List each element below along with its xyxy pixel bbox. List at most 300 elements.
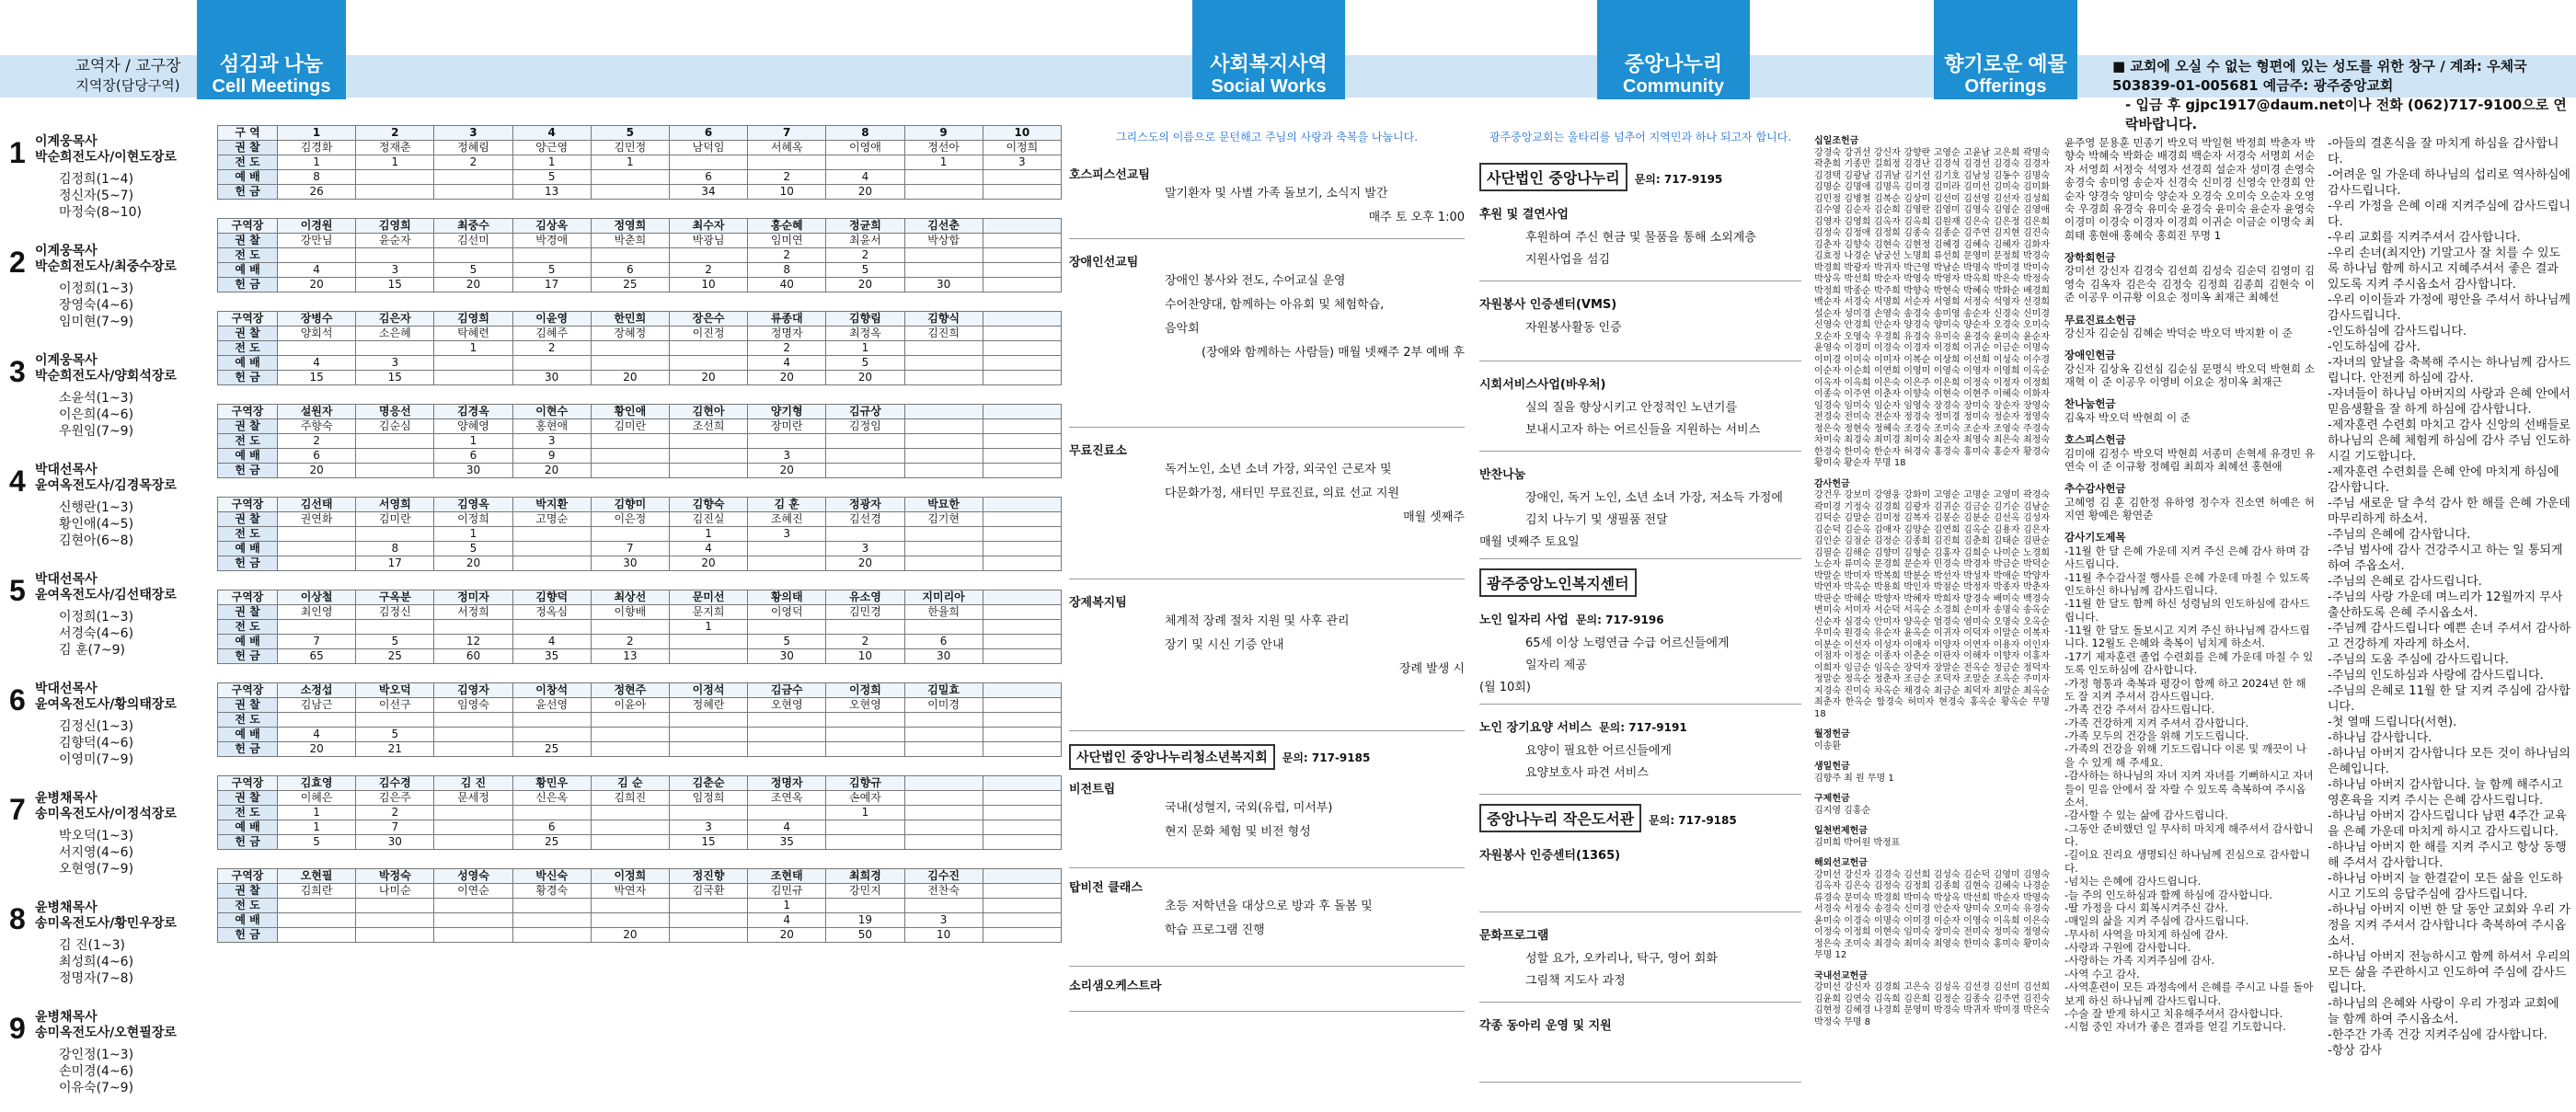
table-cell (591, 899, 669, 913)
table-cell (512, 713, 591, 728)
table-cell (591, 248, 669, 263)
offering-title: 장애인헌금 (2064, 349, 2116, 362)
separator-cell (218, 478, 1062, 498)
table-cell (591, 806, 669, 820)
table-cell: 30 (434, 464, 512, 478)
row-label: 예 배 (218, 170, 278, 185)
group-range: 박오덕(1~3) (59, 829, 134, 843)
table-cell (983, 620, 1061, 635)
table-cell: 5 (356, 635, 434, 649)
table-cell (434, 835, 512, 850)
table-cell (826, 713, 904, 728)
table-cell: 19 (826, 913, 904, 928)
table-cell: 정명자 (748, 327, 826, 341)
center-title: 사단법인 중앙나누리 (1479, 163, 1627, 191)
table-row (218, 884, 1062, 899)
group-range: 이정희(1~3) (59, 610, 134, 625)
minister-number: 1 (9, 136, 26, 169)
row-label: 구역장 (218, 405, 278, 419)
offering-names: 김미애 김정수 박오덕 박현희 서종미 손혁세 유경민 유연숙 이 준 이규황 정혜림 최희자 최혜선 홍현애 (2064, 446, 2315, 473)
minister-elder: /황의태장로 (109, 697, 177, 712)
table-cell: 김은자 (356, 312, 434, 327)
table-cell: 7 (591, 542, 669, 556)
table-cell: 서정희 (434, 605, 512, 620)
row-label: 권 찰 (218, 419, 278, 434)
group-range: 이영미(7~9) (59, 752, 134, 767)
minister-evangelist-line (35, 369, 177, 384)
table-row (218, 464, 1062, 478)
youth-program (1069, 770, 1465, 868)
header-left-label (59, 57, 197, 96)
table-cell: 김혜주 (512, 327, 591, 341)
table-cell: 주향숙 (278, 419, 356, 434)
social-works-column (1069, 125, 1465, 1012)
minister-elder: /김경목장로 (109, 478, 177, 493)
table-row (218, 806, 1062, 820)
minister-elder: /황민우장로 (109, 916, 177, 931)
table-cell: 김향림 (826, 312, 904, 327)
youth-program (1069, 868, 1465, 967)
table-cell: 30 (356, 835, 434, 850)
separator-cell (218, 200, 1062, 219)
table-cell (434, 728, 512, 742)
table-cell (356, 464, 434, 478)
offering-names: 김미희 박어원 박정표 (1814, 837, 1901, 848)
table-cell: 이정희 (591, 869, 669, 884)
table-cell: 17 (356, 556, 434, 571)
table-cell: 1 (669, 527, 747, 542)
group-range: 강인정(1~3) (59, 1048, 134, 1062)
table-cell: 정영희 (591, 219, 669, 234)
table-cell: 6 (669, 126, 747, 141)
table-cell: 13 (512, 185, 591, 200)
program-title: 반찬나눔 (1479, 468, 1526, 482)
table-cell: 3 (904, 913, 983, 928)
table-cell (904, 356, 983, 371)
table-cell: 7 (356, 820, 434, 835)
table-cell: 김 훈 (748, 498, 826, 512)
minister-evangelist-line (35, 478, 177, 494)
table-cell: 50 (826, 928, 904, 943)
table-row (218, 248, 1062, 263)
program-line: 초등 저학년을 대상으로 방과 후 돌봄 및 (1165, 900, 1373, 913)
table-cell: 1 (904, 155, 983, 170)
table-cell: 이진정 (669, 327, 747, 341)
table-cell: 30 (512, 371, 591, 385)
table-row (218, 635, 1062, 649)
table-cell (983, 835, 1061, 850)
minister-pastor: 윤병채목사 (35, 1010, 98, 1025)
minister-names (35, 682, 177, 713)
row-label: 예 배 (218, 635, 278, 649)
table-cell (512, 556, 591, 571)
program-schedule: (월 10회) (1479, 681, 1531, 694)
table-cell: 4 (669, 542, 747, 556)
center-program (1479, 845, 1801, 912)
offering-names: 윤주영 문용훈 민종기 박오덕 박일현 박정희 박춘자 박향숙 박혜숙 박화순 배경희 백순자 서경숙 서명희 서순자 서영희 서정숙 석영자 선경희 설순자 성미경 손영숙 송경숙 송미영 송순자 신경숙 신미경 신영숙 안경희 안순자 양경숙 양미숙 양순자 오경숙 오미숙 오순자 오영숙 우경희 유경숙 유미숙 윤경숙 윤미숙 윤순자 윤영숙 이경미 이경숙 이경자 이경희 이귀순 이금순 이명숙 최희태 홍현애 홍혜숙 홍희진 무명 1 (2064, 136, 2315, 242)
table-cell: 이영덕 (748, 605, 826, 620)
table-cell (356, 341, 434, 356)
offerings-column-2 (2064, 136, 2315, 1043)
minister-number: 6 (9, 683, 26, 716)
table-cell: 1 (434, 434, 512, 449)
table-cell (983, 605, 1061, 620)
row-label: 헌 금 (218, 278, 278, 292)
table-cell (983, 419, 1061, 434)
section-line: 장기 및 시신 기증 안내 (1165, 638, 1284, 652)
table-cell: 박춘희 (591, 234, 669, 248)
table-row (218, 556, 1062, 571)
table-cell: 이윤아 (591, 698, 669, 713)
minister-evangelist: 윤여옥전도사 (35, 588, 110, 602)
table-cell (983, 498, 1061, 512)
table-cell: 김은주 (356, 791, 434, 806)
group-range: 이정희(1~3) (59, 281, 134, 296)
table-row (218, 899, 1062, 913)
program-heading (1479, 374, 1801, 392)
table-cell: 박광님 (669, 234, 747, 248)
table-cell (434, 806, 512, 820)
group-range: 김정희(1~4) (59, 172, 134, 187)
table-cell: 김영희 (356, 219, 434, 234)
minister-groups (59, 171, 142, 221)
table-cell (983, 913, 1061, 928)
table-cell: 소은혜 (356, 327, 434, 341)
table-cell (904, 434, 983, 449)
table-cell (983, 728, 1061, 742)
table-cell: 1 (434, 527, 512, 542)
table-row (218, 219, 1062, 234)
table-cell: 이미경 (904, 698, 983, 713)
row-label: 전 도 (218, 527, 278, 542)
table-cell: 김선미 (434, 234, 512, 248)
program-heading (1479, 845, 1801, 863)
table-cell (591, 620, 669, 635)
table-cell (434, 248, 512, 263)
table-cell (591, 728, 669, 742)
table-cell (356, 248, 434, 263)
row-label: 권 찰 (218, 791, 278, 806)
table-cell: 김희란 (278, 884, 356, 899)
group-range: 김 훈(7~9) (59, 643, 125, 658)
table-cell (983, 464, 1061, 478)
social-section (1069, 165, 1465, 239)
table-row (218, 234, 1062, 248)
social-section (1069, 744, 1465, 1012)
table-cell: 60 (434, 649, 512, 664)
table-cell: 2 (591, 635, 669, 649)
offering-names: 고혜영 김 훈 김한정 유하영 정수자 진소연 허예은 허지연 황예은 황연준 (2064, 495, 2315, 522)
table-cell: 15 (356, 371, 434, 385)
table-cell: 정혜란 (669, 698, 747, 713)
table-row (218, 419, 1062, 434)
section-title: 무료진료소 (1069, 444, 1127, 458)
table-cell (278, 928, 356, 943)
table-row (218, 371, 1062, 385)
table-cell: 이정희 (983, 141, 1061, 155)
table-cell: 조연옥 (748, 791, 826, 806)
table-cell (748, 542, 826, 556)
table-cell: 4 (278, 728, 356, 742)
table-cell: 김진희 (904, 327, 983, 341)
table-row (218, 405, 1062, 419)
minister-elder: /김선태장로 (109, 588, 177, 602)
table-cell: 1 (278, 806, 356, 820)
group-range: 정신자(5~7) (59, 189, 134, 203)
table-cell (278, 620, 356, 635)
table-cell (983, 356, 1061, 371)
table-row (218, 605, 1062, 620)
offering-names: 강미선 강신자 김경희 고은숙 김성옥 김선경 김선미 김선희 김윤희 김연숙 김옥희 김은희 김정순 김종숙 김주연 김진숙 김현정 김혜경 나경희 문영미 박경숙 박귀자 박미경 박은숙 박정숙 무명 8 (1814, 982, 2050, 1027)
tab-label-en: Social Works (1211, 76, 1327, 97)
table-cell (434, 371, 512, 385)
center-program (1479, 294, 1801, 361)
tab-label-ko: 중앙나누리 (1624, 52, 1723, 75)
program-line: 현지 문화 체험 및 비전 형성 (1165, 825, 1311, 839)
row-label: 예 배 (218, 913, 278, 928)
table-cell: 65 (278, 649, 356, 664)
table-cell: 김민정 (591, 141, 669, 155)
table-cell (826, 835, 904, 850)
offering-names: -11월 한 달 은혜 가운데 지켜 주신 은혜 감사 하며 감사드립니다. -11월 추수감사절 행사를 은혜 가운데 마칠 수 있도록 인도하신 하나님께 감사드립니다. -11월 한 달도 함께 하신 성령님의 인도하심에 감사드립니다. -11월 한 달도 돌보시고 지켜 주신 하나님께 감사드립니다. 12월도 은혜와 축복이 넘치게 하소서. -17기 제자훈련 졸업 수련회를 은혜 가운데 마칠 수 있도록 인도하심에 감사합니다. -가정 형통과 축복과 평강이 함께 하고 2024년 한 해도 잘 지켜 주셔서 감사드립니다. -가족 건강 주셔서 감사드립니다. -가족 건강하게 지켜 주셔서 감사합니다. -가족 모두의 건강을 위해 기도드립니다. -가족의 건강을 위해 기도드립니다 이론 및 깨끗이 나을 수 있게 해 주세요. -감사하는 하나님의 자녀 지켜 자녀를 기뻐하시고 자녀들이 믿음 안에서 잘 자랄 수 있도록 축복하여 주시옵소서. -감사할 수 있는 삶에 감사드립니다. -그동안 준비했던 일 무사히 마치게 해주셔서 감사합니다. -길이요 진리요 생명되신 하나님께 진심으로 감사합니다. -넘치는 은혜에 감사드립니다. -늘 주의 인도하심과 함께 하심에 감사합니다. -딸 가정을 다시 회복시켜주신 감사. -매일의 삶을 지켜 주심에 감사드립니다. -무사히 사역을 마치게 하심에 감사. -사랑과 구원에 감사합니다. -사랑하는 가족 지켜주심에 감사. -사역 수고 감사. -사역훈련이 모든 과정속에서 은혜를 주시고 나를 돌아보게 하신 하나님께 감사드립니다. -수술 잘 받게 하시고 치유해주셔서 감사합니다. -시험 중인 자녀가 좋은 결과를 얻길 기도합니다. (2064, 544, 2314, 1034)
table-row (218, 356, 1062, 371)
table-cell (669, 155, 747, 170)
table-cell (904, 806, 983, 820)
table-cell (983, 869, 1061, 884)
group-separator (218, 385, 1062, 405)
table-cell: 10 (983, 126, 1061, 141)
table-cell: 8 (356, 542, 434, 556)
table-cell: 류종대 (748, 312, 826, 327)
table-cell: 최희경 (826, 869, 904, 884)
table-cell: 강민지 (826, 884, 904, 899)
minister-block (4, 455, 213, 565)
table-cell: 지미리아 (904, 590, 983, 605)
table-cell: 20 (434, 556, 512, 571)
table-cell: 최인영 (278, 605, 356, 620)
table-cell: 10 (669, 278, 747, 292)
program-line: 학습 프로그램 진행 (1165, 923, 1265, 937)
minister-evangelist-line (35, 1026, 177, 1041)
table-cell (748, 713, 826, 728)
table-cell: 2 (669, 263, 747, 278)
table-cell (983, 434, 1061, 449)
minister-elder: /이정석장로 (109, 807, 177, 821)
table-cell (983, 512, 1061, 527)
table-cell (278, 341, 356, 356)
table-cell (826, 899, 904, 913)
table-cell: 1 (512, 155, 591, 170)
table-cell (904, 542, 983, 556)
table-cell (983, 820, 1061, 835)
minister-evangelist-line (35, 697, 177, 713)
center-title: 광주중앙노인복지센터 (1479, 568, 1637, 597)
table-cell: 김금수 (748, 683, 826, 698)
table-cell (669, 635, 747, 649)
table-cell (983, 542, 1061, 556)
table-row (218, 141, 1062, 155)
social-intro: 그리스도의 이름으로 문턴해고 주님의 사랑과 축복을 나눕니다. (1115, 131, 1419, 143)
table-cell (434, 820, 512, 835)
table-cell: 장은수 (669, 312, 747, 327)
center-title: 중앙나누리 작은도서관 (1479, 804, 1641, 832)
table-cell: 2 (434, 155, 512, 170)
table-cell: 30 (591, 556, 669, 571)
table-cell: 이영애 (826, 141, 904, 155)
minister-pastor: 이계웅목사 (35, 134, 98, 149)
table-cell: 문세정 (434, 791, 512, 806)
offering-names: 강경숙 강귀선 강신자 강향란 고영순 고윤남 고은희 곽명숙 곽춘희 기종만 길희정 김경난 김경석 김경선 김경숙 김경자 김경택 김광남 김귀남 김기선 김기호 김남성 김동수 김명숙 김명순 김명애 김명옥 김미경 김미라 김미선 김미숙 김미화 김민정 김병철 김복순 김상미 김선미 김선영 김선자 김성희 김수영 김순자 김순희 김영란 김영미 김영숙 김영순 김영애 김영자 김영희 김옥자 김옥희 김원재 김은숙 김은정 김은희 김정숙 김정애 김정희 김종숙 김종순 김주연 김지현 김진숙 김춘자 김향숙 김현숙 김현정 김혜경 김혜숙 김혜자 김화자 김효정 나경순 남궁선 노명희 류선희 문영미 문정희 박경숙 박경희 박광자 박귀자 박근영 박남순 박명숙 박미경 박미숙 박상옥 박선희 박순자 박영숙 박영자 박옥희 박은숙 박정숙 박정희 박종순 박주희 박향숙 박현숙 박혜숙 박화순 배경희 백순자 서경숙 서명희 서순자 서영희 서정숙 석영자 선경희 설순자 성미경 손영숙 송경숙 송미영 송순자 신경숙 신미경 신영숙 안경희 안순자 양경숙 양미숙 양순자 오경숙 오미숙 오순자 오영숙 우경희 유경숙 유미숙 윤경숙 윤미숙 윤순자 윤영숙 이경미 이경숙 이경자 이경희 이귀순 이금순 이명숙 이미경 이미숙 이미자 이복순 이상희 이선희 이성숙 이수경 이순자 이순희 이연희 이영미 이영숙 이영자 이영희 이옥순 이옥자 이옥희 이은숙 이은주 이은희 이정숙 이정자 이정희 이종숙 이주연 이춘자 이향숙 이현숙 이현주 이혜숙 이화자 임경숙 임미숙 임순자 임영숙 장경숙 장미숙 장순자 장영숙 전경숙 전미숙 전순자 정경숙 정미경 정미숙 정순자 정영숙 정은숙 정현숙 정혜숙 조경숙 조미숙 조순자 조영숙 주경숙 차미숙 최경숙 최미경 최미숙 최순자 최영숙 최은숙 최정숙 한경숙 한미숙 한순자 허경숙 홍경숙 홍미숙 홍순자 황경숙 황미숙 황순자 무명 18 (1814, 147, 2050, 468)
program-title: 노인 일자리 사업 (1479, 613, 1569, 627)
table-cell (983, 341, 1061, 356)
table-cell: 홍순혜 (748, 219, 826, 234)
table-cell: 30 (904, 649, 983, 664)
table-cell: 4 (748, 913, 826, 928)
table-cell: 김효영 (278, 776, 356, 791)
group-range: 정명자(7~8) (59, 971, 134, 986)
table-cell (983, 928, 1061, 943)
table-cell: 20 (748, 928, 826, 943)
program-title: 자원봉사 인증센터(VMS) (1479, 298, 1617, 312)
offering-title: 감사기도제목 (2064, 531, 2126, 545)
table-cell: 2 (748, 341, 826, 356)
minister-number: 7 (9, 793, 26, 826)
table-cell: 이정석 (669, 683, 747, 698)
table-cell (904, 556, 983, 571)
minister-block (4, 127, 213, 236)
offering-title: 십일조헌금 (1814, 136, 1859, 146)
center-program (1479, 374, 1801, 452)
row-label: 권 찰 (218, 512, 278, 527)
minister-elder: /이현도장로 (109, 150, 177, 165)
offering-title: 월정헌금 (1814, 729, 1850, 739)
minister-pastor: 박대선목사 (35, 682, 98, 696)
minister-block (4, 784, 213, 893)
table-cell (278, 527, 356, 542)
table-cell (904, 371, 983, 385)
table-cell (278, 713, 356, 728)
table-cell: 권연화 (278, 512, 356, 527)
minister-names (35, 900, 177, 932)
minister-evangelist: 송미옥전도사 (35, 807, 110, 821)
table-cell: 20 (826, 371, 904, 385)
table-cell: 임미연 (748, 234, 826, 248)
table-cell (591, 341, 669, 356)
table-cell: 홍현애 (512, 419, 591, 434)
minister-groups (59, 390, 133, 440)
section-line: 말기환자 및 사별 가족 돌보기, 소식지 발간 (1165, 187, 1388, 201)
table-cell (983, 698, 1061, 713)
table-cell: 한민희 (591, 312, 669, 327)
table-cell (669, 742, 747, 757)
table-cell: 7 (748, 126, 826, 141)
social-section (1069, 592, 1465, 731)
table-cell: 김선태 (278, 498, 356, 512)
row-label: 예 배 (218, 542, 278, 556)
row-label: 권 찰 (218, 698, 278, 713)
table-cell (278, 556, 356, 571)
table-cell: 이경원 (278, 219, 356, 234)
table-cell: 김 순 (591, 776, 669, 791)
minister-pastor: 윤병채목사 (35, 900, 98, 915)
table-cell (983, 776, 1061, 791)
table-cell: 21 (356, 742, 434, 757)
table-cell (434, 170, 512, 185)
table-cell (356, 449, 434, 464)
table-cell: 이혜은 (278, 791, 356, 806)
table-cell (356, 527, 434, 542)
table-row (218, 649, 1062, 664)
row-label: 예 배 (218, 263, 278, 278)
youth-welfare-header (1069, 744, 1465, 770)
table-cell (434, 899, 512, 913)
table-cell: 구옥분 (356, 590, 434, 605)
table-cell (591, 464, 669, 478)
table-cell (434, 185, 512, 200)
table-cell: 8 (826, 126, 904, 141)
table-cell: 김밀효 (904, 683, 983, 698)
program-title: 문화프로그램 (1479, 929, 1549, 943)
table-row (218, 170, 1062, 185)
table-cell (591, 835, 669, 850)
table-cell: 정재춘 (356, 141, 434, 155)
table-cell: 20 (826, 556, 904, 571)
table-cell: 이윤영 (512, 312, 591, 327)
table-cell (983, 219, 1061, 234)
table-cell: 임정희 (669, 791, 747, 806)
minister-pastor: 박대선목사 (35, 572, 98, 587)
table-cell: 김미란 (356, 512, 434, 527)
offerings-column-3 (2328, 136, 2570, 1068)
table-cell (278, 248, 356, 263)
table-cell: 이향배 (591, 605, 669, 620)
row-label: 헌 금 (218, 928, 278, 943)
program-line: 장애인, 독거 노인, 소년 소녀 가장, 저소득 가정에 (1525, 491, 1783, 505)
table-cell (748, 806, 826, 820)
table-cell: 김경옥 (434, 405, 512, 419)
program-line: 보내시고자 하는 어르신들을 지원하는 서비스 (1525, 423, 1761, 437)
table-cell (904, 405, 983, 419)
table-cell (591, 434, 669, 449)
table-cell (669, 464, 747, 478)
row-label: 헌 금 (218, 556, 278, 571)
table-cell (983, 327, 1061, 341)
row-label: 구역장 (218, 869, 278, 884)
table-cell: 2 (278, 434, 356, 449)
table-cell: 10 (748, 185, 826, 200)
group-range: 신행란(1~3) (59, 500, 134, 515)
program-title: 시회서비스사업(바우처) (1479, 378, 1606, 392)
program-heading (1479, 204, 1801, 222)
table-cell: 장혜정 (591, 327, 669, 341)
group-range: 손미경(4~6) (59, 1064, 134, 1079)
section-line: 체계적 장례 절차 지원 및 사후 관리 (1165, 614, 1350, 628)
center-phone: 문의: 717-9185 (1649, 814, 1737, 827)
table-cell: 13 (591, 649, 669, 664)
section-schedule: 매월 셋째주 (1403, 510, 1465, 524)
table-cell: 2 (826, 635, 904, 649)
table-cell: 2 (748, 170, 826, 185)
table-cell (748, 620, 826, 635)
table-cell: 김민경 (826, 605, 904, 620)
offering-title: 국내선교헌금 (1814, 970, 1868, 981)
table-cell: 조현태 (748, 869, 826, 884)
section-title: 장제복지팀 (1069, 596, 1127, 610)
group-separator (218, 850, 1062, 869)
program-line: 지원사업을 섬김 (1525, 253, 1611, 267)
table-row (218, 698, 1062, 713)
table-cell: 유소영 (826, 590, 904, 605)
